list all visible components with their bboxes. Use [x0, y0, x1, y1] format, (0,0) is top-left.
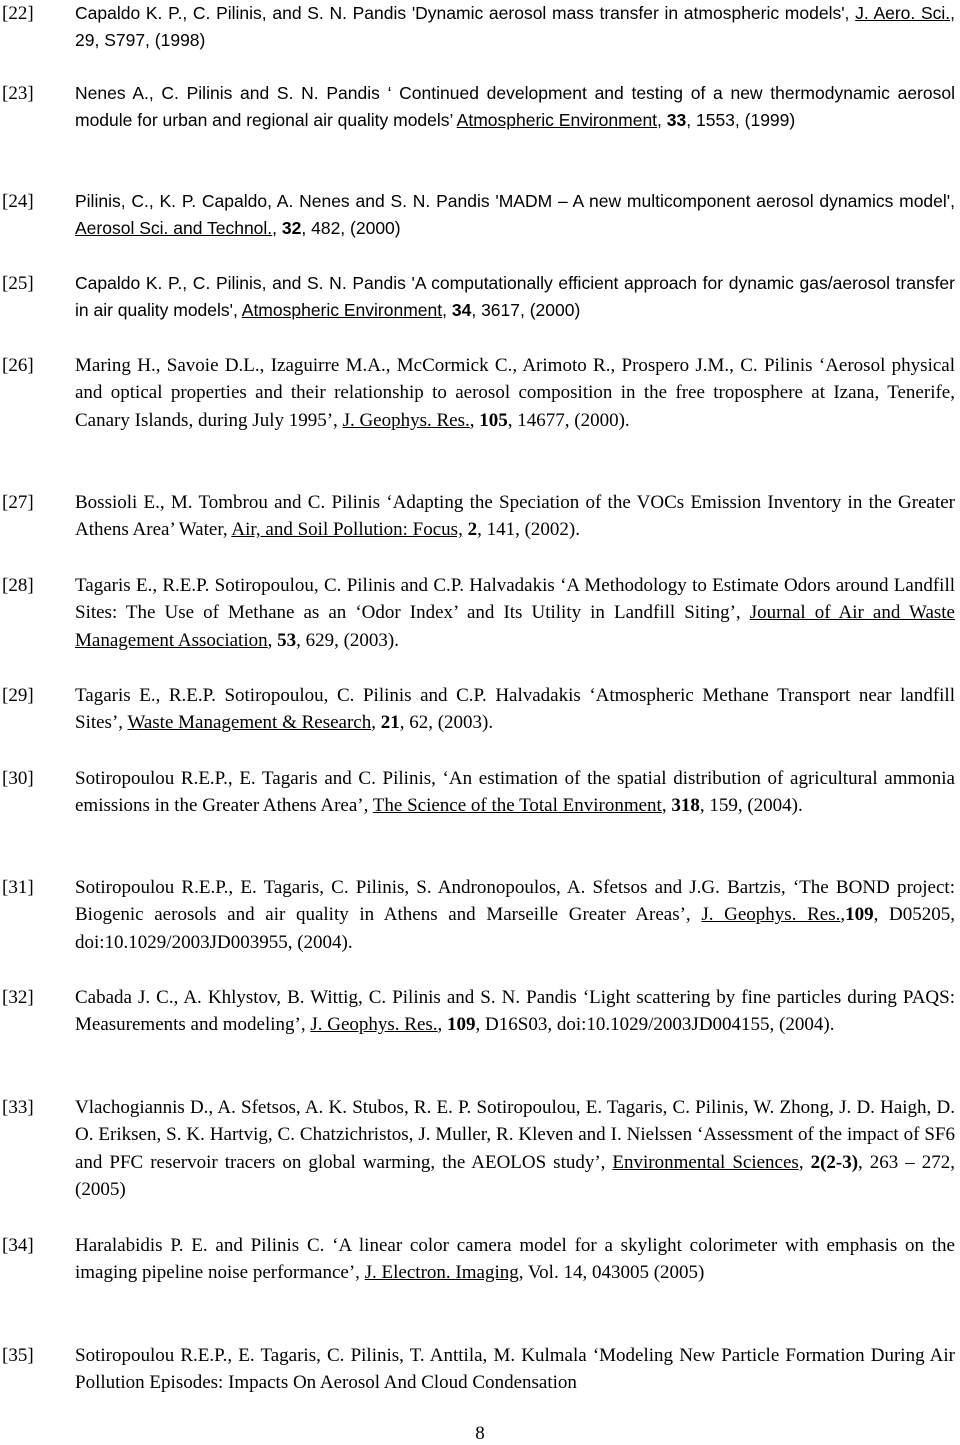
reference-text: Nenes A., C. Pilinis and S. N. Pandis ‘ Continued development and testing of a new thermodynamic aerosol module for urban and regional air quality models’ Atmospheric Environment, 33, 1553, (1999)	[75, 83, 955, 131]
reference-text: Sotiropoulou R.E.P., E. Tagaris, C. Pilinis, S. Andronopoulos, A. Sfetsos and J.G. Bartzis, ‘The BOND project: Biogenic aerosols and air quality in Athens and Marseille Greater Areas’, J. Geophys. Res.,109, D05205, doi:10.1029/2003JD003955, (2004).	[75, 877, 955, 953]
reference-number: [26]	[2, 355, 34, 376]
reference-number: [23]	[2, 83, 34, 104]
reference-text: Capaldo K. P., C. Pilinis, and S. N. Pandis 'Dynamic aerosol mass transfer in atmospheric models', J. Aero. Sci., 29, S797, (1998)	[75, 3, 955, 51]
reference-text: Maring H., Savoie D.L., Izaguirre M.A., McCormick C., Arimoto R., Prospero J.M., C. Pilinis ‘Aerosol physical and optical properties and their relationship to aerosol composition in the free troposphere at Izana, Tenerife, Canary Islands, during July 1995’, J. Geophys. Res., 105, 14677, (2000).	[75, 355, 955, 431]
reference-text: Sotiropoulou R.E.P., E. Tagaris, C. Pilinis, T. Anttila, M. Kulmala ‘Modeling New Particle Formation During Air Pollution Episodes: Impacts On Aerosol And Cloud Condensation	[75, 1345, 955, 1394]
page-number: 8	[475, 1423, 485, 1444]
reference-text: Tagaris E., R.E.P. Sotiropoulou, C. Pilinis and C.P. Halvadakis ‘A Methodology to Estimate Odors around Landfill Sites: The Use of Methane as an ‘Odor Index’ and Its Utility in Landfill Siting’, Journal of Air and Waste Management Association, 53, 629, (2003).	[75, 575, 955, 651]
reference-number: [27]	[2, 492, 34, 513]
reference-text: Capaldo K. P., C. Pilinis, and S. N. Pandis 'A computationally efficient approach for dynamic gas/aerosol transfer in air quality models', Atmospheric Environment, 34, 3617, (2000)	[75, 273, 955, 321]
reference-text: Pilinis, C., K. P. Capaldo, A. Nenes and S. N. Pandis 'MADM – A new multicomponent aerosol dynamics model', Aerosol Sci. and Technol., 32, 482, (2000)	[75, 191, 955, 239]
reference-number: [35]	[2, 1345, 34, 1366]
reference-text: Vlachogiannis D., A. Sfetsos, A. K. Stubos, R. E. P. Sotiropoulou, E. Tagaris, C. Pilinis, W. Zhong, J. D. Haigh, D. O. Eriksen, S. K. Hartvig, C. Chatzichristos, J. Muller, R. Kleven and I. Nielssen ‘Assessment of the impact of SF6 and PFC reservoir tracers on global warming, the AEOLOS study’, Environmental Sciences, 2(2-3), 263 – 272, (2005)	[75, 1097, 956, 1201]
reference-number: [33]	[2, 1097, 34, 1118]
reference-text: Bossioli E., M. Tombrou and C. Pilinis ‘Adapting the Speciation of the VOCs Emission Inventory in the Greater Athens Area’ Water, Air, and Soil Pollution: Focus, 2, 141, (2002).	[75, 492, 955, 541]
reference-text: Sotiropoulou R.E.P., E. Tagaris and C. Pilinis, ‘An estimation of the spatial distribution of agricultural ammonia emissions in the Greater Athens Area’, The Science of the Total Environment, 318, 159, (2004).	[75, 768, 955, 817]
reference-number: [31]	[2, 877, 34, 898]
reference-number: [29]	[2, 685, 34, 706]
reference-number: [32]	[2, 987, 34, 1008]
reference-number: [24]	[2, 191, 34, 212]
reference-number: [30]	[2, 768, 34, 789]
reference-number: [28]	[2, 575, 34, 596]
reference-text: Haralabidis P. E. and Pilinis C. ‘A linear color camera model for a skylight colorimeter with emphasis on the imaging pipeline noise performance’, J. Electron. Imaging, Vol. 14, 043005 (2005)	[75, 1235, 955, 1284]
reference-number: [25]	[2, 273, 34, 294]
reference-text: Cabada J. C., A. Khlystov, B. Wittig, C. Pilinis and S. N. Pandis ‘Light scattering by fine particles during PAQS: Measurements and modeling’, J. Geophys. Res., 109, D16S03, doi:10.1029/2003JD004155, (2004).	[75, 987, 955, 1036]
reference-number: [22]	[2, 3, 34, 24]
reference-text: Tagaris E., R.E.P. Sotiropoulou, C. Pilinis and C.P. Halvadakis ‘Atmospheric Methane Transport near landfill Sites’, Waste Management & Research, 21, 62, (2003).	[75, 685, 955, 734]
reference-number: [34]	[2, 1235, 34, 1256]
